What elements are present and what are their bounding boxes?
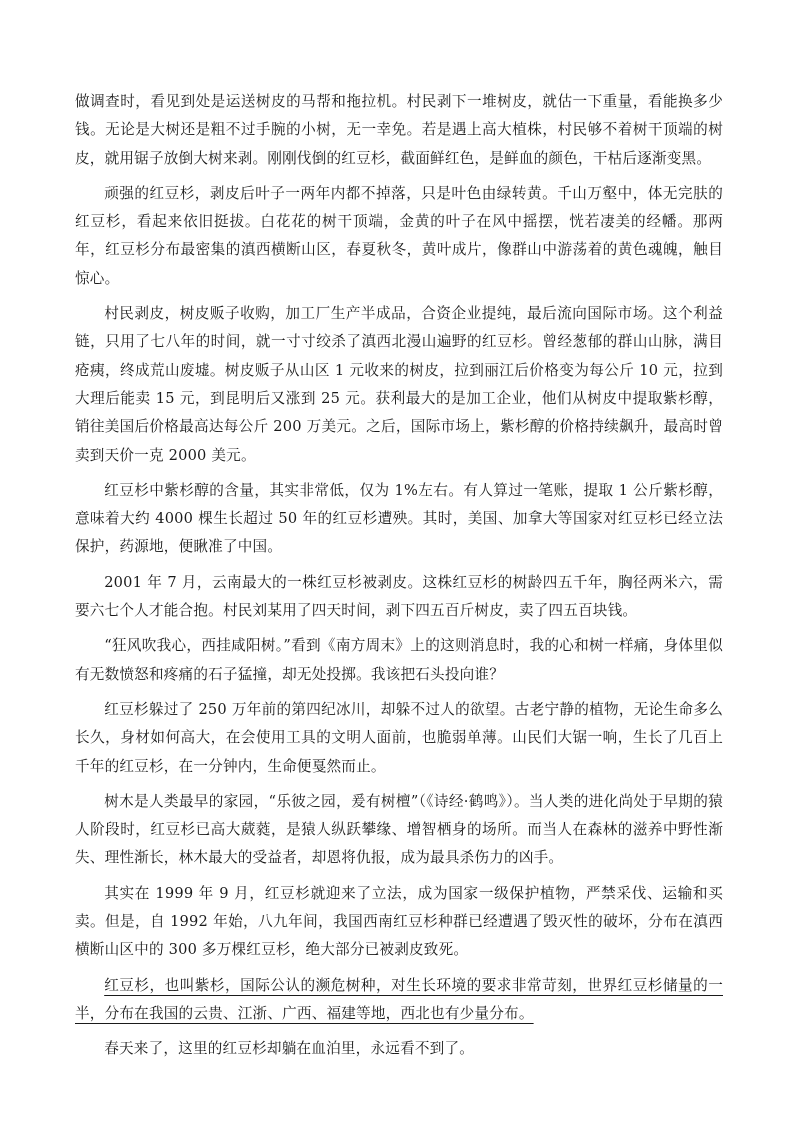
paragraph-9: 其实在 1999 年 9 月，红豆杉就迎来了立法，成为国家一级保护植物，严禁采伐、运输和买卖。但是，自 1992 年始，八九年间，我国西南红豆杉种群已经遭遇了毁灭性的破坏，分布在滇西横断山区中的 300 多万棵红豆杉，绝大部分已被剥皮致死。 (75, 884, 723, 959)
paragraph-3: 村民剥皮，树皮贩子收购，加工厂生产半成品，合资企业提纯，最后流向国际市场。这个利益链，只用了七八年的时间，就一寸寸绞杀了滇西北漫山遍野的红豆杉。曾经葱郁的群山山脉，满目疮痍，终成荒山废墟。树皮贩子从山区 1 元收来的树皮，拉到丽江后价格变为每公斤 10 元，拉到大理后能卖 15 元，到昆明后又涨到 25 元。获利最大的是加工企业，他们从树皮中提取紫杉醇，销往美国后价格最高达每公斤 200 万美元。之后，国际市场上，紫杉醇的价格持续飙升，最高时曾卖到天价一克 2000 美元。 (75, 305, 723, 464)
article-body (75, 88, 723, 1071)
paragraph-8: 树木是人类最早的家园，“乐彼之园，爰有树檀”（《诗经·鹤鸣》）。当人类的进化尚处于早期的猿人阶段时，红豆杉已高大葳蕤，是猿人纵跃攀缘、增智栖身的场所。而当人在森林的滋养中野性渐失、理性渐长，林木最大的受益者，却恩将仇报，成为最具杀伤力的凶手。 (75, 792, 723, 867)
paragraph-1: 做调查时，看见到处是运送树皮的马帮和拖拉机。村民剥下一堆树皮，就估一下重量，看能换多少钱。无论是大树还是粗不过手腕的小树，无一幸免。若是遇上高大植株，村民够不着树干顶端的树皮，就用锯子放倒大树来剥。刚刚伐倒的红豆杉，截面鲜红色，是鲜血的颜色，干枯后逐渐变黑。 (75, 93, 723, 167)
paragraph-7: 红豆杉躲过了 250 万年前的第四纪冰川，却躲不过人的欲望。古老宁静的植物，无论生命多么长久，身材如何高大，在会使用工具的文明人面前，也脆弱单薄。山民们大锯一响，生长了几百上千年的红豆杉，在一分钟内，生命便戛然而止。 (75, 700, 723, 775)
paragraph-2: 顽强的红豆杉，剥皮后叶子一两年内都不掉落，只是叶色由绿转黄。千山万壑中，体无完肤的红豆杉，看起来依旧挺拔。白花花的树干顶端，金黄的叶子在风中摇摆，恍若凄美的经幡。那两年，红豆杉分布最密集的滇西横断山区，春夏秋冬，黄叶成片，像群山中游荡着的黄色魂魄，触目惊心。 (75, 184, 723, 287)
paragraph-6: “狂风吹我心，西挂咸阳树。”看到《南方周末》上的这则消息时，我的心和树一样痛，身体里似有无数愤怒和疼痛的石子猛撞，却无处投掷。我该把石头投向谁？ (75, 637, 723, 683)
underlined-text: 红豆杉，也叫紫杉，国际公认的濒危树种，对生长环境的要求非常苛刻，世界红豆杉储量的一半，分布在我国的云贵、江浙、广西、福建等地，西北也有少量分布。 (75, 976, 723, 1022)
paragraph-11: 春天来了，这里的红豆杉却躺在血泊里，永远看不到了。 (104, 1040, 475, 1058)
paragraph-5: 2001 年 7 月，云南最大的一株红豆杉被剥皮。这株红豆杉的树龄四五千年，胸径两米六，需要六七个人才能合抱。村民刘某用了四天时间，剥下四五百斤树皮，卖了四五百块钱。 (75, 573, 723, 620)
paragraph-10-underlined (75, 972, 723, 1029)
paragraph-4: 红豆杉中紫杉醇的含量，其实非常低，仅为 1%左右。有人算过一笔账，提取 1 公斤紫杉醇，意味着大约 4000 棵生长超过 50 年的红豆杉遭殃。其时，美国、加拿大等国家对红豆杉已经立法保护，药源地，便瞅准了中国。 (75, 481, 723, 556)
